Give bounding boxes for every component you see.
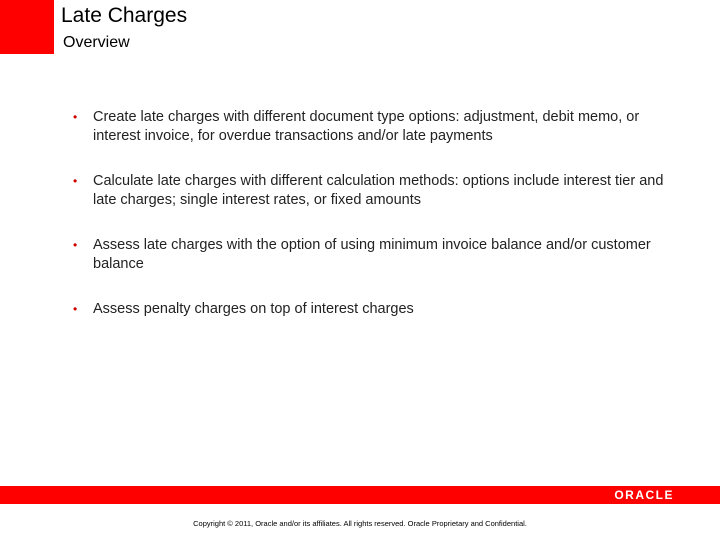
footer-red-bar bbox=[0, 486, 720, 504]
bullet-item bbox=[73, 300, 673, 319]
bullet-text: Assess penalty charges on top of interest charges bbox=[93, 301, 414, 317]
bullet-icon: • bbox=[73, 238, 78, 252]
bullet-item bbox=[73, 236, 673, 274]
header-red-block bbox=[0, 0, 54, 54]
bullet-item bbox=[73, 172, 673, 210]
bullet-icon: • bbox=[73, 302, 78, 316]
slide-subtitle: Overview bbox=[63, 34, 130, 51]
bullet-icon: • bbox=[73, 174, 78, 188]
bullet-text: Calculate late charges with different calculation methods: options include interest tier and late charges; single interest rates, or fixed amounts bbox=[93, 173, 664, 208]
bullet-icon: • bbox=[73, 110, 78, 124]
oracle-logo: ORACLE bbox=[614, 488, 674, 502]
slide-title: Late Charges bbox=[61, 4, 188, 27]
bullet-list bbox=[73, 108, 673, 345]
bullet-text: Assess late charges with the option of using minimum invoice balance and/or customer balance bbox=[93, 237, 651, 272]
bullet-text: Create late charges with different document type options: adjustment, debit memo, or interest invoice, for overdue transactions and/or late payments bbox=[93, 109, 640, 144]
bullet-item bbox=[73, 108, 673, 146]
copyright-text: Copyright © 2011, Oracle and/or its affiliates. All rights reserved. Oracle Proprietary and Confidential. bbox=[193, 519, 527, 528]
